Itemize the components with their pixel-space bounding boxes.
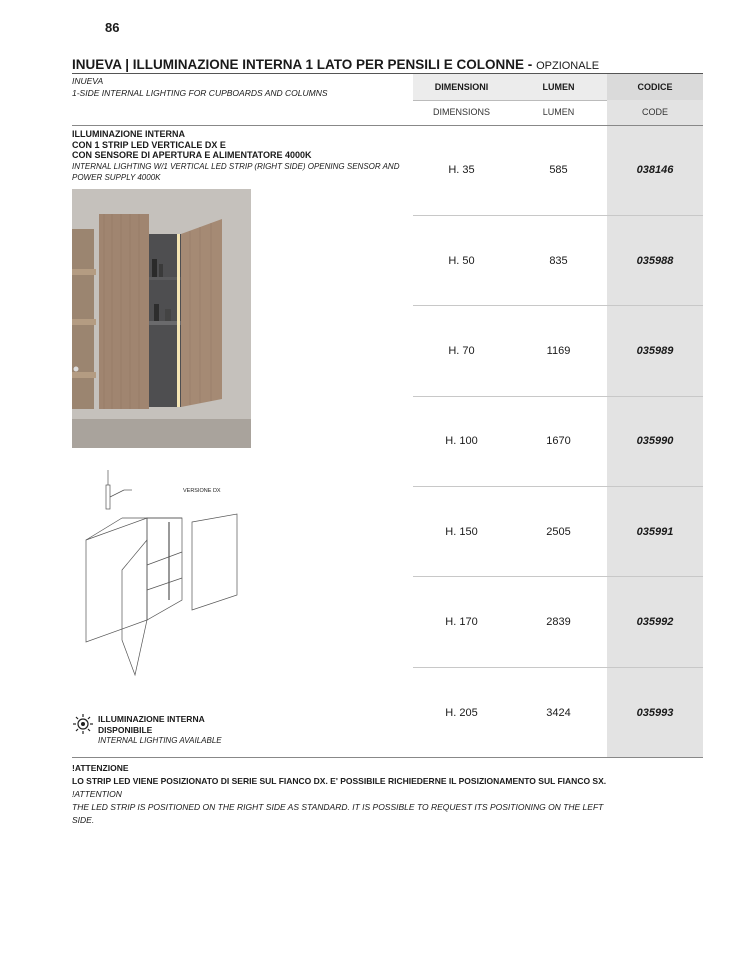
cell-lumen: 3424: [546, 707, 571, 719]
row-divider: [413, 215, 703, 216]
header-code: CODICE: [637, 82, 673, 92]
attention-title-it: !ATTENZIONE: [72, 763, 129, 773]
code-column-band: [607, 100, 703, 757]
attention-text-it: LO STRIP LED VIENE POSIZIONATO DI SERIE SUL FIANCO DX. E' POSSIBILE RICHIEDERNE IL POSIZIONAMENTO SUL FIANCO SX.: [72, 776, 607, 786]
cell-lumen: 2839: [546, 616, 571, 628]
subheader-divider: [72, 125, 703, 126]
cell-code: 035993: [636, 707, 674, 719]
cell-dimension: H. 170: [445, 616, 478, 628]
cell-lumen: 585: [549, 164, 568, 176]
title-optional: OPZIONALE: [536, 60, 600, 72]
attention-title-en: !ATTENTION: [72, 789, 122, 799]
brand-subtitle-en: 1-SIDE INTERNAL LIGHTING FOR CUPBOARDS AND COLUMNS: [72, 88, 328, 98]
cell-code: 035988: [636, 255, 674, 267]
product-title-line: CON 1 STRIP LED VERTICALE DX E: [72, 139, 226, 150]
page-title: [72, 57, 599, 72]
product-title-line: ILLUMINAZIONE INTERNA: [72, 129, 185, 139]
cell-code: 035989: [636, 345, 674, 357]
subheader-lumen: LUMEN: [542, 107, 575, 117]
subheader-dimensions: DIMENSIONS: [432, 107, 490, 117]
cell-dimension: H. 205: [445, 707, 478, 719]
row-divider: [413, 667, 703, 668]
lighting-note-en: INTERNAL LIGHTING AVAILABLE: [98, 736, 222, 745]
row-divider: [413, 576, 703, 577]
row-divider: [413, 486, 703, 487]
product-photo: [72, 189, 251, 448]
header-dimensions: DIMENSIONI: [413, 74, 510, 100]
cell-dimension: H. 50: [448, 255, 475, 267]
product-title: [72, 129, 402, 161]
row-divider: [413, 305, 703, 306]
drawing-label: VERSIONE DX: [183, 488, 221, 494]
cell-dimension: H. 150: [445, 526, 478, 538]
cell-lumen: 2505: [546, 526, 571, 538]
product-title-line: CON SENSORE DI APERTURA E ALIMENTATORE 4000K: [72, 150, 312, 160]
title-main: INUEVA | ILLUMINAZIONE INTERNA 1 LATO PER PENSILI E COLONNE -: [72, 57, 533, 72]
technical-drawing: [72, 470, 257, 680]
page-number: 86: [105, 20, 120, 35]
table-bottom-divider: [72, 757, 703, 758]
cell-lumen: 1169: [546, 345, 571, 357]
brand-name: INUEVA: [72, 76, 104, 86]
row-divider: [413, 396, 703, 397]
cell-lumen: 835: [549, 255, 568, 267]
cell-dimension: H. 35: [448, 164, 475, 176]
cell-dimension: H. 100: [445, 435, 478, 447]
subheader-code: CODE: [641, 107, 668, 117]
lighting-note-it: ILLUMINAZIONE INTERNA DISPONIBILE: [98, 714, 205, 735]
lightbulb-icon: [72, 713, 94, 735]
attention-text-en: THE LED STRIP IS POSITIONED ON THE RIGHT SIDE AS STANDARD. IT IS POSSIBLE TO REQUEST ITS POSITIONING ON THE LEFT SIDE.: [72, 802, 604, 825]
cell-code: 035991: [636, 526, 674, 538]
cell-code: 035990: [636, 435, 674, 447]
cell-code: 038146: [636, 164, 674, 176]
cell-code: 035992: [636, 616, 674, 628]
cell-lumen: 1670: [546, 435, 571, 447]
header-lumen: LUMEN: [510, 74, 607, 100]
cell-dimension: H. 70: [448, 345, 475, 357]
product-description-en: INTERNAL LIGHTING W/1 VERTICAL LED STRIP (RIGHT SIDE) OPENING SENSOR AND POWER SUPPLY 4000K: [72, 162, 400, 182]
